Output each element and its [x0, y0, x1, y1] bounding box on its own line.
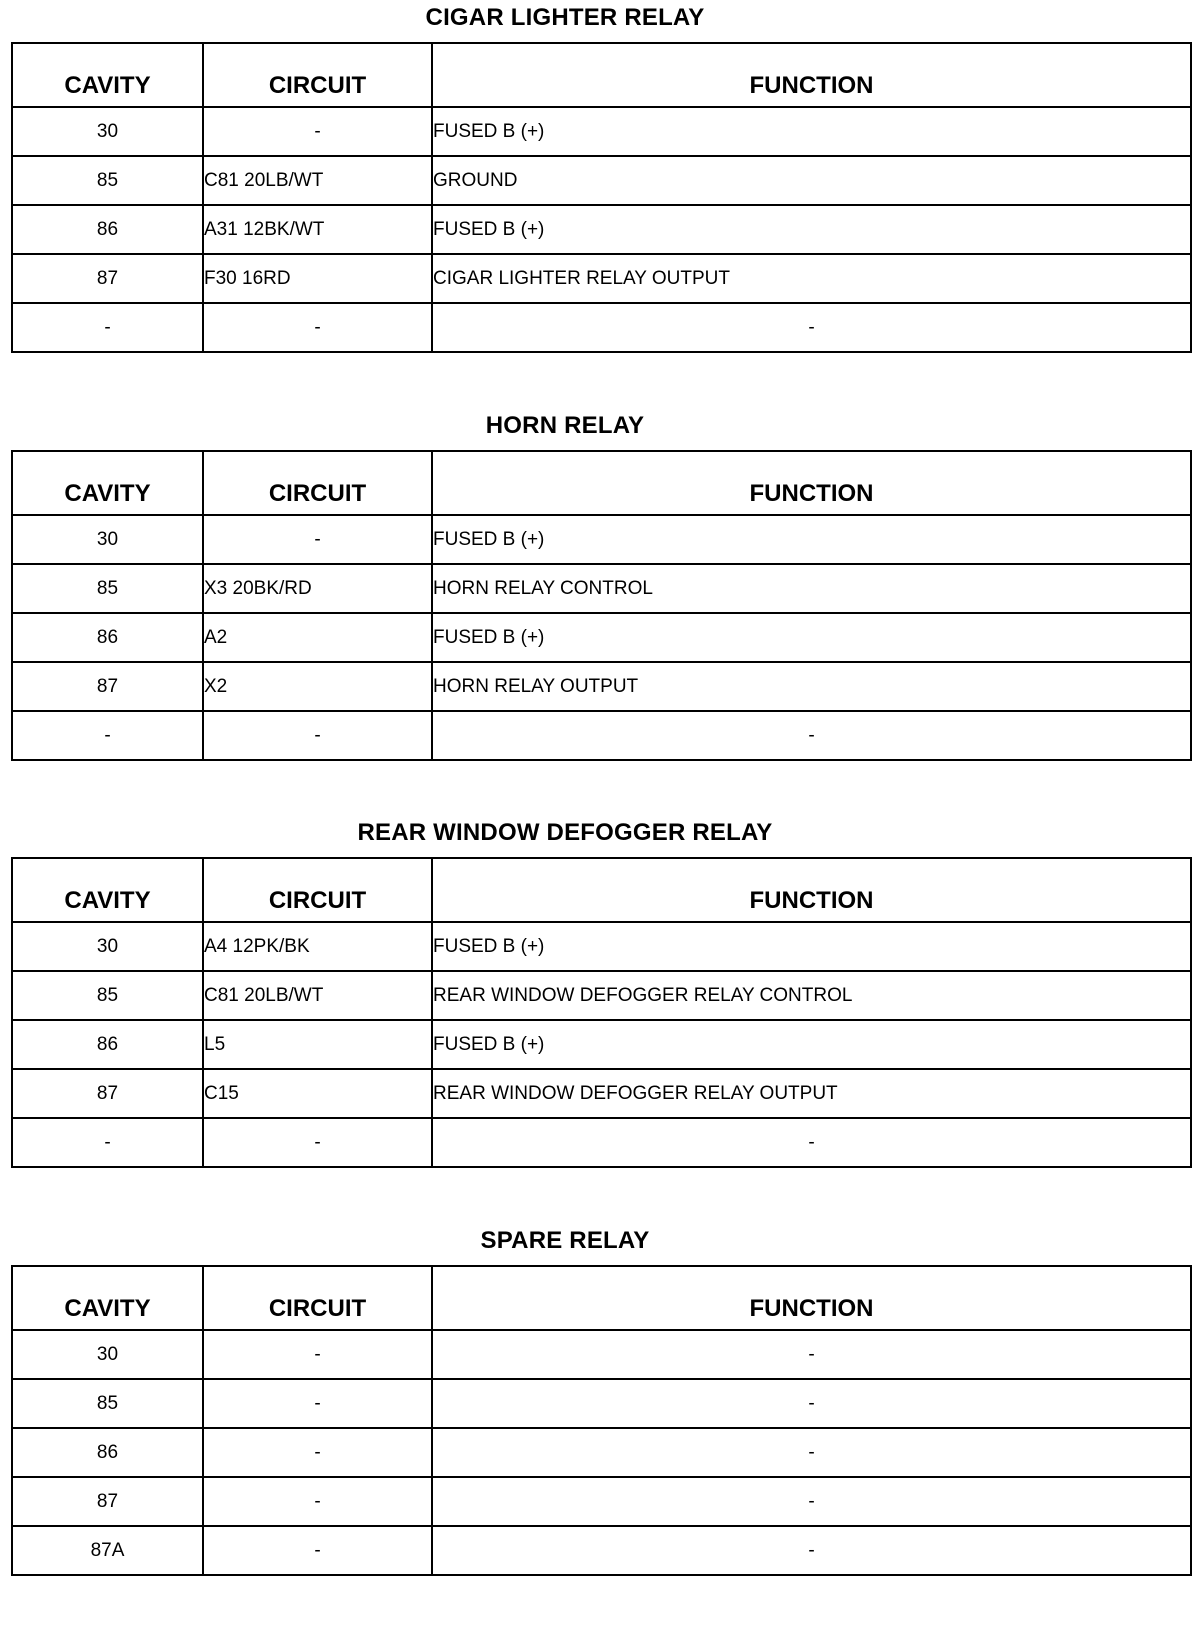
table-row [12, 564, 1191, 613]
function-cell: FUSED B (+) [432, 1020, 1191, 1069]
function-cell: - [432, 1379, 1191, 1428]
cavity-cell: 87 [12, 1069, 203, 1118]
circuit-cell: A4 12PK/BK [203, 922, 432, 971]
function-cell: - [432, 1428, 1191, 1477]
cavity-cell: 85 [12, 564, 203, 613]
table-row [12, 1118, 1191, 1167]
circuit-cell: - [203, 711, 432, 760]
header-circuit: CIRCUIT [203, 43, 432, 107]
function-cell: - [432, 1118, 1191, 1167]
cavity-cell: 86 [12, 1020, 203, 1069]
circuit-cell: - [203, 1330, 432, 1379]
header-function: FUNCTION [432, 451, 1191, 515]
function-cell: FUSED B (+) [432, 205, 1191, 254]
table-row [12, 1477, 1191, 1526]
table-header-row [12, 1266, 1191, 1330]
header-function: FUNCTION [432, 858, 1191, 922]
table-row [12, 662, 1191, 711]
cavity-cell: - [12, 711, 203, 760]
circuit-cell: X3 20BK/RD [203, 564, 432, 613]
table-row [12, 1526, 1191, 1575]
cavity-cell: - [12, 303, 203, 352]
cavity-cell: 85 [12, 971, 203, 1020]
circuit-cell: A31 12BK/WT [203, 205, 432, 254]
cavity-cell: 85 [12, 156, 203, 205]
function-cell: HORN RELAY OUTPUT [432, 662, 1191, 711]
function-cell: - [432, 303, 1191, 352]
circuit-cell: F30 16RD [203, 254, 432, 303]
circuit-cell: C15 [203, 1069, 432, 1118]
table-row [12, 613, 1191, 662]
cavity-cell: 30 [12, 1330, 203, 1379]
relay-table [11, 1265, 1192, 1576]
relay-table [11, 450, 1192, 761]
cavity-cell: 30 [12, 922, 203, 971]
cavity-cell: 85 [12, 1379, 203, 1428]
function-cell: - [432, 1330, 1191, 1379]
header-circuit: CIRCUIT [203, 451, 432, 515]
table-row [12, 711, 1191, 760]
function-cell: CIGAR LIGHTER RELAY OUTPUT [432, 254, 1191, 303]
relay-table [11, 857, 1192, 1168]
cavity-cell: 87 [12, 1477, 203, 1526]
table-row [12, 971, 1191, 1020]
function-cell: FUSED B (+) [432, 922, 1191, 971]
circuit-cell: - [203, 107, 432, 156]
header-cavity: CAVITY [12, 858, 203, 922]
function-cell: GROUND [432, 156, 1191, 205]
circuit-cell: X2 [203, 662, 432, 711]
cavity-cell: - [12, 1118, 203, 1167]
cavity-cell: 87 [12, 662, 203, 711]
table-row [12, 1428, 1191, 1477]
section-title: CIGAR LIGHTER RELAY [425, 4, 705, 31]
circuit-cell: - [203, 1526, 432, 1575]
cavity-cell: 30 [12, 515, 203, 564]
circuit-cell: - [203, 1428, 432, 1477]
function-cell: HORN RELAY CONTROL [432, 564, 1191, 613]
cavity-cell: 86 [12, 1428, 203, 1477]
header-function: FUNCTION [432, 1266, 1191, 1330]
header-circuit: CIRCUIT [203, 1266, 432, 1330]
circuit-cell: - [203, 1477, 432, 1526]
table-row [12, 254, 1191, 303]
function-cell: FUSED B (+) [432, 613, 1191, 662]
table-row [12, 515, 1191, 564]
table-header-row [12, 451, 1191, 515]
cavity-cell: 86 [12, 205, 203, 254]
table-row [12, 1379, 1191, 1428]
function-cell: REAR WINDOW DEFOGGER RELAY CONTROL [432, 971, 1191, 1020]
table-header-row [12, 43, 1191, 107]
header-cavity: CAVITY [12, 43, 203, 107]
header-function: FUNCTION [432, 43, 1191, 107]
relay-table [11, 42, 1192, 353]
table-row [12, 1330, 1191, 1379]
header-cavity: CAVITY [12, 451, 203, 515]
table-row [12, 303, 1191, 352]
circuit-cell: A2 [203, 613, 432, 662]
circuit-cell: L5 [203, 1020, 432, 1069]
table-row [12, 1020, 1191, 1069]
circuit-cell: C81 20LB/WT [203, 156, 432, 205]
function-cell: FUSED B (+) [432, 107, 1191, 156]
circuit-cell: - [203, 1118, 432, 1167]
header-circuit: CIRCUIT [203, 858, 432, 922]
table-row [12, 1069, 1191, 1118]
table-row [12, 156, 1191, 205]
function-cell: - [432, 1477, 1191, 1526]
cavity-cell: 30 [12, 107, 203, 156]
cavity-cell: 87 [12, 254, 203, 303]
cavity-cell: 86 [12, 613, 203, 662]
cavity-cell: 87A [12, 1526, 203, 1575]
function-cell: REAR WINDOW DEFOGGER RELAY OUTPUT [432, 1069, 1191, 1118]
header-cavity: CAVITY [12, 1266, 203, 1330]
circuit-cell: - [203, 303, 432, 352]
table-row [12, 205, 1191, 254]
circuit-cell: - [203, 1379, 432, 1428]
section-title: REAR WINDOW DEFOGGER RELAY [357, 819, 773, 846]
function-cell: - [432, 1526, 1191, 1575]
section-title: HORN RELAY [485, 412, 645, 439]
table-row [12, 922, 1191, 971]
circuit-cell: - [203, 515, 432, 564]
function-cell: - [432, 711, 1191, 760]
circuit-cell: C81 20LB/WT [203, 971, 432, 1020]
section-title: SPARE RELAY [480, 1227, 650, 1254]
table-header-row [12, 858, 1191, 922]
function-cell: FUSED B (+) [432, 515, 1191, 564]
table-row [12, 107, 1191, 156]
